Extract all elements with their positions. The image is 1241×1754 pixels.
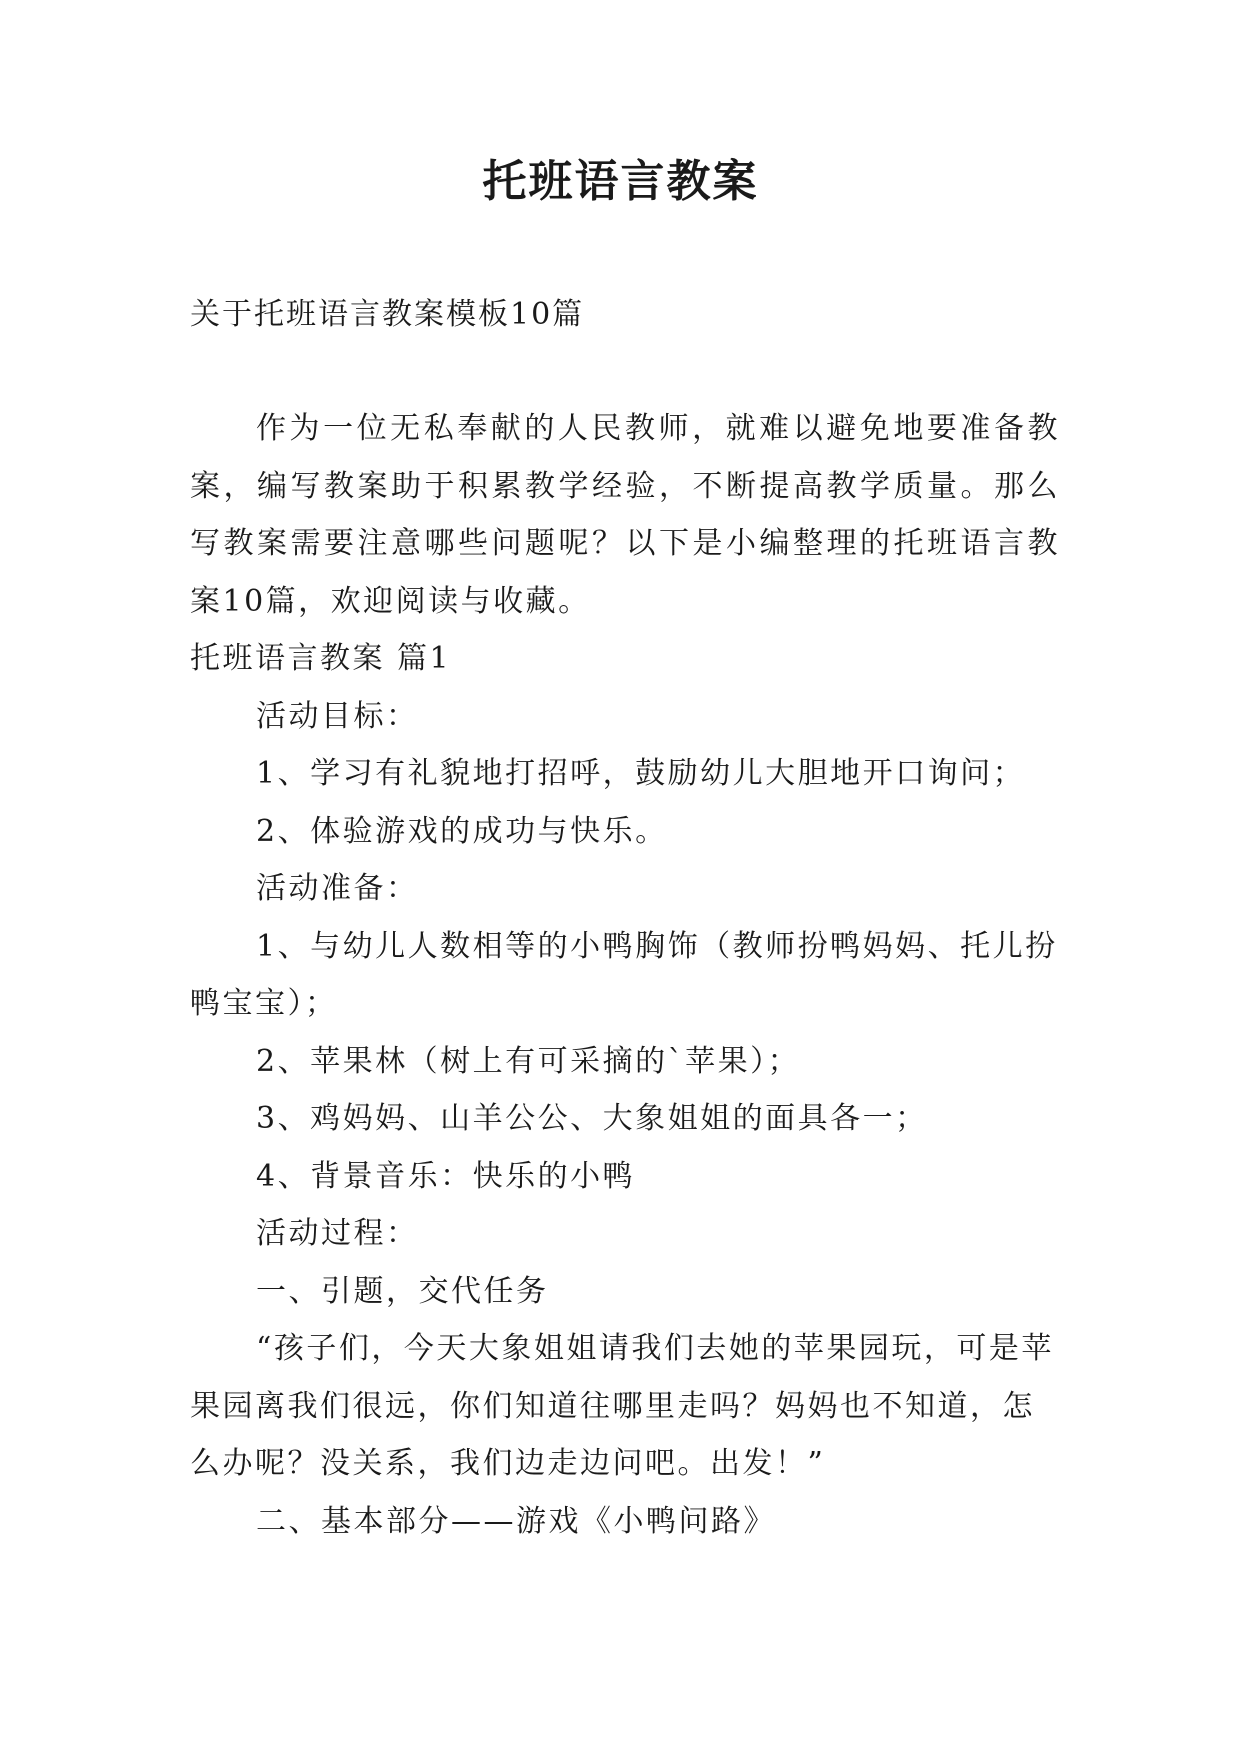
body-paragraph: 活动准备： [256, 871, 419, 906]
body-paragraph: “孩子们，今天大象姐姐请我们去她的苹果园玩，可是苹果园离我们很远，你们知道往哪里走吗？妈妈也不知道，怎么办呢？没关系，我们边走边问吧。出发！” [190, 1331, 1054, 1481]
body-paragraph: 2、苹果林（树上有可采摘的`苹果）； [256, 1043, 801, 1079]
section-heading: 托班语言教案 篇1 [190, 641, 452, 676]
body-paragraph: 二、基本部分——游戏《小鸭问路》 [256, 1503, 776, 1539]
body-paragraph: 1、学习有礼貌地打招呼，鼓励幼儿大胆地开口询问； [256, 756, 1026, 791]
body-paragraph: 活动目标： [256, 698, 419, 734]
body-paragraph: 2、体验游戏的成功与快乐。 [256, 813, 668, 849]
body-paragraph: 活动过程： [256, 1216, 419, 1251]
intro-paragraph: 作为一位无私奉献的人民教师，就难以避免地要准备教案，编写教案助于积累教学经验，不断提高教学质量。那么写教案需要注意哪些问题呢？以下是小编整理的托班语言教案10篇，欢迎阅读与收藏。 [190, 411, 1060, 619]
document-body [190, 400, 1060, 1550]
body-paragraph: 3、鸡妈妈、山羊公公、大象姐姐的面具各一； [256, 1101, 928, 1136]
body-paragraph: 4、背景音乐：快乐的小鸭 [256, 1158, 636, 1194]
body-paragraph: 1、与幼儿人数相等的小鸭胸饰（教师扮鸭妈妈、托儿扮鸭宝宝）； [190, 928, 1058, 1021]
body-paragraph: 一、引题，交代任务 [256, 1273, 549, 1309]
document-subtitle: 关于托班语言教案模板10篇 [190, 297, 585, 332]
document-title: 托班语言教案 [482, 156, 759, 207]
